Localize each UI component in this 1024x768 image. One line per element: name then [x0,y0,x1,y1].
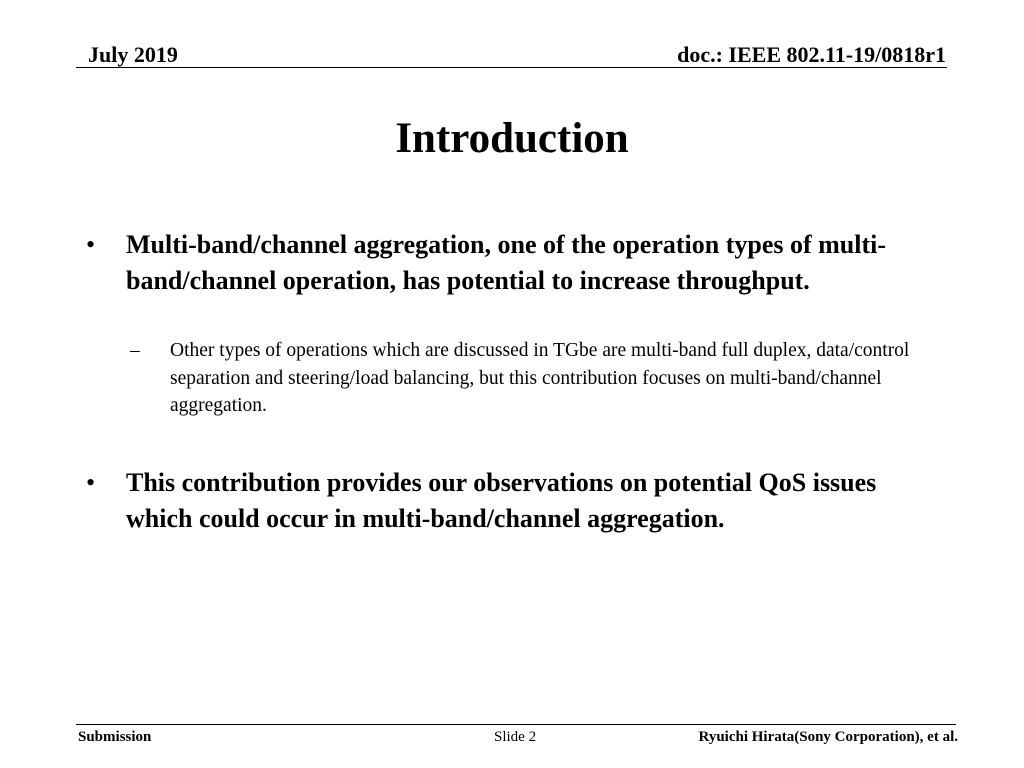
bullet-text: Multi-band/channel aggregation, one of the operation types of multi-band/channel operation, has potential to increase throughput. [126,230,887,295]
footer-author: Ryuichi Hirata(Sony Corporation), et al. [698,729,958,745]
bullet-text: This contribution provides our observations on potential QoS issues which could occur in multi-band/channel aggregation. [126,468,877,533]
sub-bullet-item-1 [130,337,960,420]
header-divider [76,67,947,68]
slide-title: Introduction [395,115,629,162]
header-doc-id: doc.: IEEE 802.11-19/0818r1 [677,42,946,67]
bullet-marker: • [86,230,96,259]
sub-bullet-marker: – [130,340,140,361]
footer-submission: Submission [78,729,152,745]
bullet-item-2 [86,465,916,537]
bullet-item-1 [86,227,916,299]
sub-bullet-text: Other types of operations which are discussed in TGbe are multi-band full duplex, data/control separation and steering/load balancing, but this contribution focuses on multi-band/channel aggregation. [170,340,910,416]
header-date: July 2019 [88,42,178,67]
footer-divider [76,724,956,725]
footer-slide-number: Slide 2 [494,729,537,745]
bullet-marker: • [86,468,96,497]
